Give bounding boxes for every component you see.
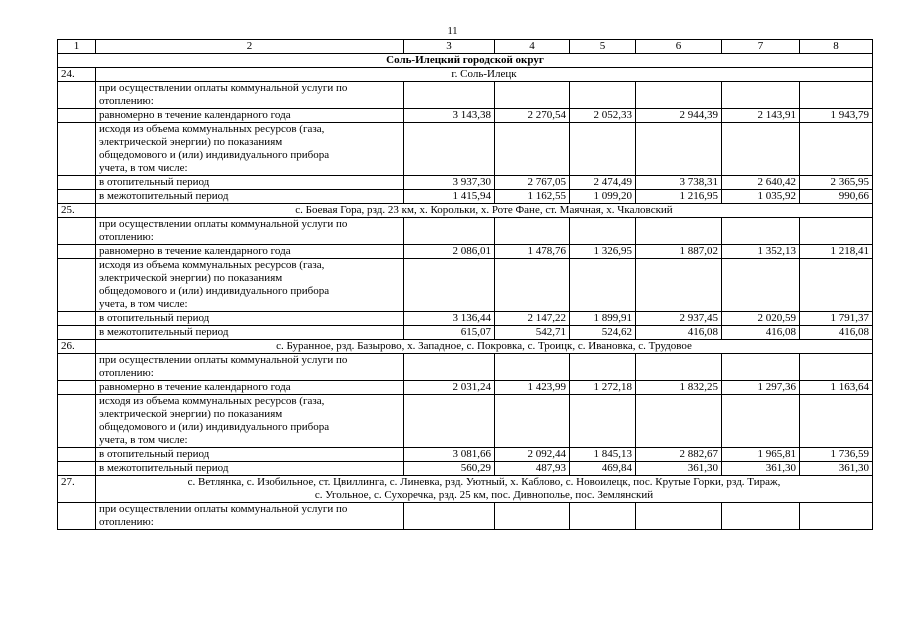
value-cell — [636, 82, 722, 109]
column-header: 8 — [800, 40, 873, 54]
value-cell — [570, 503, 636, 530]
value-cell — [495, 354, 570, 381]
column-header: 1 — [58, 40, 96, 54]
index-cell — [58, 354, 96, 381]
settlement-name — [96, 476, 873, 503]
row-index: 24. — [58, 68, 96, 82]
value-cell: 1 423,99 — [495, 381, 570, 395]
value-cell — [722, 123, 800, 176]
value-cell — [800, 123, 873, 176]
text-line: с. Ветлянка, с. Изобильное, ст. Цвиллинга, с. Линевка, рзд. Уютный, х. Каблово, с. Новоилецк, пос. Крутые Горки, рзд. Тираж, — [187, 476, 781, 488]
value-cell: 1 943,79 — [800, 109, 873, 123]
text-line: отоплению: — [99, 231, 154, 243]
text-line: исходя из объема коммунальных ресурсов (газа, — [99, 395, 325, 407]
index-cell — [58, 218, 96, 245]
text-line: при осуществлении оплаты коммунальной услуги по — [99, 354, 348, 366]
value-cell — [800, 218, 873, 245]
value-cell: 2 474,49 — [570, 176, 636, 190]
value-cell: 1 162,55 — [495, 190, 570, 204]
value-cell: 416,08 — [722, 326, 800, 340]
region-title: Соль-Илецкий городской округ — [58, 54, 873, 68]
value-cell: 1 736,59 — [800, 448, 873, 462]
heating-row — [58, 312, 873, 326]
value-cell — [722, 395, 800, 448]
index-cell — [58, 82, 96, 109]
settlement-row — [58, 340, 873, 354]
settlement-name — [96, 204, 873, 218]
value-cell: 1 163,64 — [800, 381, 873, 395]
index-cell — [58, 312, 96, 326]
value-cell — [722, 354, 800, 381]
value-cell: 361,30 — [800, 462, 873, 476]
row-label: в отопительный период — [96, 176, 404, 190]
text-line: с. Буранное, рзд. Базырово, х. Западное, с. Покровка, с. Троицк, с. Ивановка, с. Трудовое — [276, 340, 692, 352]
value-cell: 615,07 — [404, 326, 495, 340]
value-cell: 1 035,92 — [722, 190, 800, 204]
index-cell — [58, 176, 96, 190]
value-cell: 361,30 — [722, 462, 800, 476]
value-cell: 524,62 — [570, 326, 636, 340]
index-cell — [58, 109, 96, 123]
value-cell: 560,29 — [404, 462, 495, 476]
value-cell — [495, 395, 570, 448]
uniform-row — [58, 381, 873, 395]
value-cell: 2 143,91 — [722, 109, 800, 123]
value-cell — [404, 82, 495, 109]
value-cell — [404, 395, 495, 448]
value-cell: 2 767,05 — [495, 176, 570, 190]
value-cell — [570, 82, 636, 109]
value-cell: 2 270,54 — [495, 109, 570, 123]
value-cell — [570, 259, 636, 312]
region-row — [58, 54, 873, 68]
text-line: учета, в том числе: — [99, 298, 188, 310]
column-header: 2 — [96, 40, 404, 54]
value-cell: 469,84 — [570, 462, 636, 476]
text-line: с. Боевая Гора, рзд. 23 км, х. Корольки, х. Роте Фане, ст. Маячная, х. Чкаловский — [295, 204, 673, 216]
value-cell: 1 791,37 — [800, 312, 873, 326]
payment-intro-row — [58, 218, 873, 245]
row-index: 26. — [58, 340, 96, 354]
value-cell: 1 218,41 — [800, 245, 873, 259]
text-line: исходя из объема коммунальных ресурсов (газа, — [99, 259, 325, 271]
text-line: при осуществлении оплаты коммунальной услуги по — [99, 503, 348, 515]
value-cell: 990,66 — [800, 190, 873, 204]
uniform-row — [58, 245, 873, 259]
value-cell — [800, 354, 873, 381]
settlement-name — [96, 68, 873, 82]
value-cell — [722, 218, 800, 245]
heating-row — [58, 448, 873, 462]
value-cell — [495, 123, 570, 176]
text-line: общедомового и (или) индивидуального прибора — [99, 149, 330, 161]
text-line: отоплению: — [99, 367, 154, 379]
settlement-name — [96, 340, 873, 354]
index-cell — [58, 381, 96, 395]
column-header: 6 — [636, 40, 722, 54]
row-label: равномерно в течение календарного года — [96, 109, 404, 123]
value-cell: 3 136,44 — [404, 312, 495, 326]
value-cell: 361,30 — [636, 462, 722, 476]
value-cell — [722, 503, 800, 530]
value-cell: 1 326,95 — [570, 245, 636, 259]
column-header: 4 — [495, 40, 570, 54]
payment-intro-row — [58, 82, 873, 109]
value-cell — [404, 218, 495, 245]
value-cell: 1 887,02 — [636, 245, 722, 259]
value-cell — [570, 218, 636, 245]
text-line: отоплению: — [99, 95, 154, 107]
value-cell — [636, 218, 722, 245]
value-cell: 416,08 — [636, 326, 722, 340]
value-cell: 2 031,24 — [404, 381, 495, 395]
text-line: исходя из объема коммунальных ресурсов (газа, — [99, 123, 325, 135]
text-line: с. Угольное, с. Сухоречка, рзд. 25 км, пос. Дивнополье, пос. Землянский — [314, 489, 654, 501]
column-number-row — [58, 40, 873, 54]
text-line: электрической энергии) по показаниям — [99, 408, 283, 420]
settlement-row — [58, 476, 873, 503]
settlement-row — [58, 204, 873, 218]
value-cell — [495, 503, 570, 530]
row-label — [96, 218, 404, 245]
value-cell — [404, 503, 495, 530]
payment-intro-row — [58, 354, 873, 381]
value-cell: 2 086,01 — [404, 245, 495, 259]
payment-intro-row — [58, 503, 873, 530]
text-line: учета, в том числе: — [99, 162, 188, 174]
index-cell — [58, 395, 96, 448]
column-header: 3 — [404, 40, 495, 54]
value-cell: 2 944,39 — [636, 109, 722, 123]
row-label: равномерно в течение календарного года — [96, 381, 404, 395]
value-cell — [495, 82, 570, 109]
row-label: равномерно в течение календарного года — [96, 245, 404, 259]
text-line: г. Соль-Илецк — [451, 68, 517, 80]
value-cell — [722, 82, 800, 109]
row-label: в отопительный период — [96, 312, 404, 326]
value-cell: 1 415,94 — [404, 190, 495, 204]
value-cell: 1 965,81 — [722, 448, 800, 462]
value-cell — [636, 395, 722, 448]
text-line: общедомового и (или) индивидуального прибора — [99, 285, 330, 297]
value-cell: 1 297,36 — [722, 381, 800, 395]
row-label — [96, 259, 404, 312]
value-cell: 2 365,95 — [800, 176, 873, 190]
row-index: 27. — [58, 476, 96, 503]
value-cell — [800, 259, 873, 312]
row-label — [96, 82, 404, 109]
column-header: 7 — [722, 40, 800, 54]
value-cell: 1 099,20 — [570, 190, 636, 204]
text-line: при осуществлении оплаты коммунальной услуги по — [99, 82, 348, 94]
value-cell — [570, 354, 636, 381]
value-cell: 416,08 — [800, 326, 873, 340]
value-cell: 1 832,25 — [636, 381, 722, 395]
value-cell: 2 882,67 — [636, 448, 722, 462]
value-cell — [404, 259, 495, 312]
page-number: 11 — [447, 26, 458, 37]
value-cell: 3 937,30 — [404, 176, 495, 190]
row-label — [96, 354, 404, 381]
value-cell: 2 020,59 — [722, 312, 800, 326]
settlement-row — [58, 68, 873, 82]
row-label — [96, 123, 404, 176]
index-cell — [58, 462, 96, 476]
row-index: 25. — [58, 204, 96, 218]
value-cell: 2 640,42 — [722, 176, 800, 190]
value-cell: 3 738,31 — [636, 176, 722, 190]
value-cell — [800, 82, 873, 109]
value-cell — [636, 123, 722, 176]
value-cell — [636, 259, 722, 312]
text-line: учета, в том числе: — [99, 434, 188, 446]
by-resources-row — [58, 395, 873, 448]
by-resources-row — [58, 259, 873, 312]
index-cell — [58, 503, 96, 530]
row-label: в межотопительный период — [96, 190, 404, 204]
value-cell — [722, 259, 800, 312]
column-header: 5 — [570, 40, 636, 54]
value-cell — [404, 354, 495, 381]
value-cell: 3 081,66 — [404, 448, 495, 462]
value-cell — [495, 259, 570, 312]
value-cell — [570, 123, 636, 176]
row-label: в межотопительный период — [96, 326, 404, 340]
tariff-table — [57, 39, 873, 530]
value-cell: 3 143,38 — [404, 109, 495, 123]
row-label: в межотопительный период — [96, 462, 404, 476]
index-cell — [58, 245, 96, 259]
value-cell: 2 147,22 — [495, 312, 570, 326]
by-resources-row — [58, 123, 873, 176]
value-cell: 1 899,91 — [570, 312, 636, 326]
row-label — [96, 395, 404, 448]
value-cell — [800, 503, 873, 530]
row-label — [96, 503, 404, 530]
value-cell: 2 937,45 — [636, 312, 722, 326]
non-heating-row — [58, 190, 873, 204]
text-line: общедомового и (или) индивидуального прибора — [99, 421, 330, 433]
index-cell — [58, 448, 96, 462]
value-cell: 2 052,33 — [570, 109, 636, 123]
value-cell: 1 216,95 — [636, 190, 722, 204]
heating-row — [58, 176, 873, 190]
value-cell: 1 478,76 — [495, 245, 570, 259]
value-cell — [800, 395, 873, 448]
value-cell — [495, 218, 570, 245]
value-cell — [570, 395, 636, 448]
value-cell — [404, 123, 495, 176]
text-line: электрической энергии) по показаниям — [99, 272, 283, 284]
value-cell: 1 845,13 — [570, 448, 636, 462]
value-cell: 1 352,13 — [722, 245, 800, 259]
value-cell — [636, 354, 722, 381]
non-heating-row — [58, 326, 873, 340]
index-cell — [58, 123, 96, 176]
text-line: при осуществлении оплаты коммунальной услуги по — [99, 218, 348, 230]
value-cell: 2 092,44 — [495, 448, 570, 462]
value-cell — [636, 503, 722, 530]
value-cell: 487,93 — [495, 462, 570, 476]
row-label: в отопительный период — [96, 448, 404, 462]
value-cell: 1 272,18 — [570, 381, 636, 395]
value-cell: 542,71 — [495, 326, 570, 340]
non-heating-row — [58, 462, 873, 476]
text-line: электрической энергии) по показаниям — [99, 136, 283, 148]
index-cell — [58, 259, 96, 312]
text-line: отоплению: — [99, 516, 154, 528]
index-cell — [58, 326, 96, 340]
index-cell — [58, 190, 96, 204]
uniform-row — [58, 109, 873, 123]
